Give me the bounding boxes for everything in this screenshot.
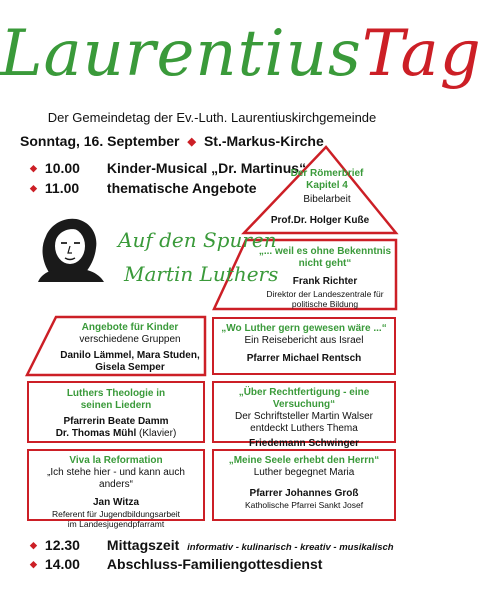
offer-heading: Angebote für Kinder <box>81 322 179 333</box>
title-red: Tag <box>361 17 482 91</box>
offer-israel <box>212 317 396 375</box>
schedule-label: Mittagszeit <box>106 537 180 553</box>
offer-text: Bibelarbeit <box>303 194 351 205</box>
offer-reformation <box>27 449 205 529</box>
event-location: St.-Markus-Kirche <box>203 133 324 149</box>
offer-text: verschiedene Gruppen <box>79 334 181 345</box>
diamond-bullet-icon: ◆ <box>30 540 37 550</box>
offer-speaker: Prof.Dr. Holger Kuße <box>270 215 370 226</box>
diamond-icon: ◆ <box>187 136 196 148</box>
schedule-item-1400 <box>30 556 322 572</box>
offer-text: Luther begegnet Maria <box>253 467 355 478</box>
offer-text: Der Schriftsteller Martin Walser entdeckt Luthers Thema <box>235 411 373 434</box>
offer-role: Direktor der Landeszentrale für politische Bildung <box>266 289 384 309</box>
offer-speaker-1: Pfarrerin Beate Damm <box>63 416 169 427</box>
diamond-bullet-icon: ◆ <box>30 559 37 569</box>
offer-role: Katholische Pfarrei Sankt Josef <box>244 500 364 510</box>
offer-text: Ein Reisebericht aus Israel <box>244 335 364 346</box>
offer-speakers: Danilo Lämmel, Mara Studen, Gisela Semper <box>60 350 200 373</box>
diamond-bullet-icon: ◆ <box>30 183 37 193</box>
motto-line-1: Auf den Spuren <box>118 228 277 252</box>
schedule-label: Kinder-Musical „Dr. Martinus“ <box>106 160 307 176</box>
schedule-label: Abschluss-Familiengottesdienst <box>106 556 323 572</box>
offer-kinder <box>60 322 200 374</box>
schedule-item-1230 <box>30 537 394 553</box>
offer-heading: Der Römerbrief Kapitel 4 <box>290 168 364 191</box>
offer-heading: Luthers Theologie in seinen Liedern <box>66 388 166 411</box>
offer-speaker: Frank Richter <box>292 276 358 287</box>
schedule-label: thematische Angebote <box>106 180 257 196</box>
diamond-bullet-icon: ◆ <box>30 163 37 173</box>
offer-speaker: Jan Witza <box>92 497 140 508</box>
schedule-time: 10.00 <box>44 160 80 176</box>
offer-speaker: Pfarrer Johannes Groß <box>249 488 359 499</box>
offer-theologie <box>27 381 205 443</box>
offer-speaker: Friedemann Schwinger <box>248 438 360 449</box>
offer-heading: „Wo Luther gern gewesen wäre ...“ <box>221 323 387 334</box>
offer-rechtfertigung <box>212 381 396 449</box>
offer-heading: „... weil es ohne Bekenntnis nicht geht“ <box>258 246 392 269</box>
offer-speaker-2: Dr. Thomas Mühl (Klavier) <box>55 428 177 439</box>
event-date: Sonntag, 16. September <box>20 133 180 149</box>
schedule-time: 11.00 <box>44 180 80 196</box>
schedule-extra: informativ - kulinarisch - kreativ - musikalisch <box>187 542 394 553</box>
schedule-time: 14.00 <box>44 556 80 572</box>
title-green: Laurentius <box>0 17 362 91</box>
offer-seele <box>212 449 396 521</box>
motto-line-2: Martin Luthers <box>124 262 279 286</box>
offer-text: „Ich stehe hier - und kann auch anders“ <box>47 467 185 490</box>
offer-speaker: Pfarrer Michael Rentsch <box>246 353 362 364</box>
offer-heading: „Über Rechtfertigung - eine Versuchung“ <box>238 387 370 410</box>
subtitle: Der Gemeindetag der Ev.-Luth. Laurentiuskirchgemeinde <box>47 110 377 125</box>
schedule-time: 12.30 <box>44 537 80 553</box>
offer-heading: Viva la Reformation <box>69 455 163 466</box>
offer-role: Referent für Jugendbildungsarbeit im Landesjugendpfarramt <box>51 509 181 529</box>
offer-heading: „Meine Seele erhebt den Herrn“ <box>228 455 380 466</box>
